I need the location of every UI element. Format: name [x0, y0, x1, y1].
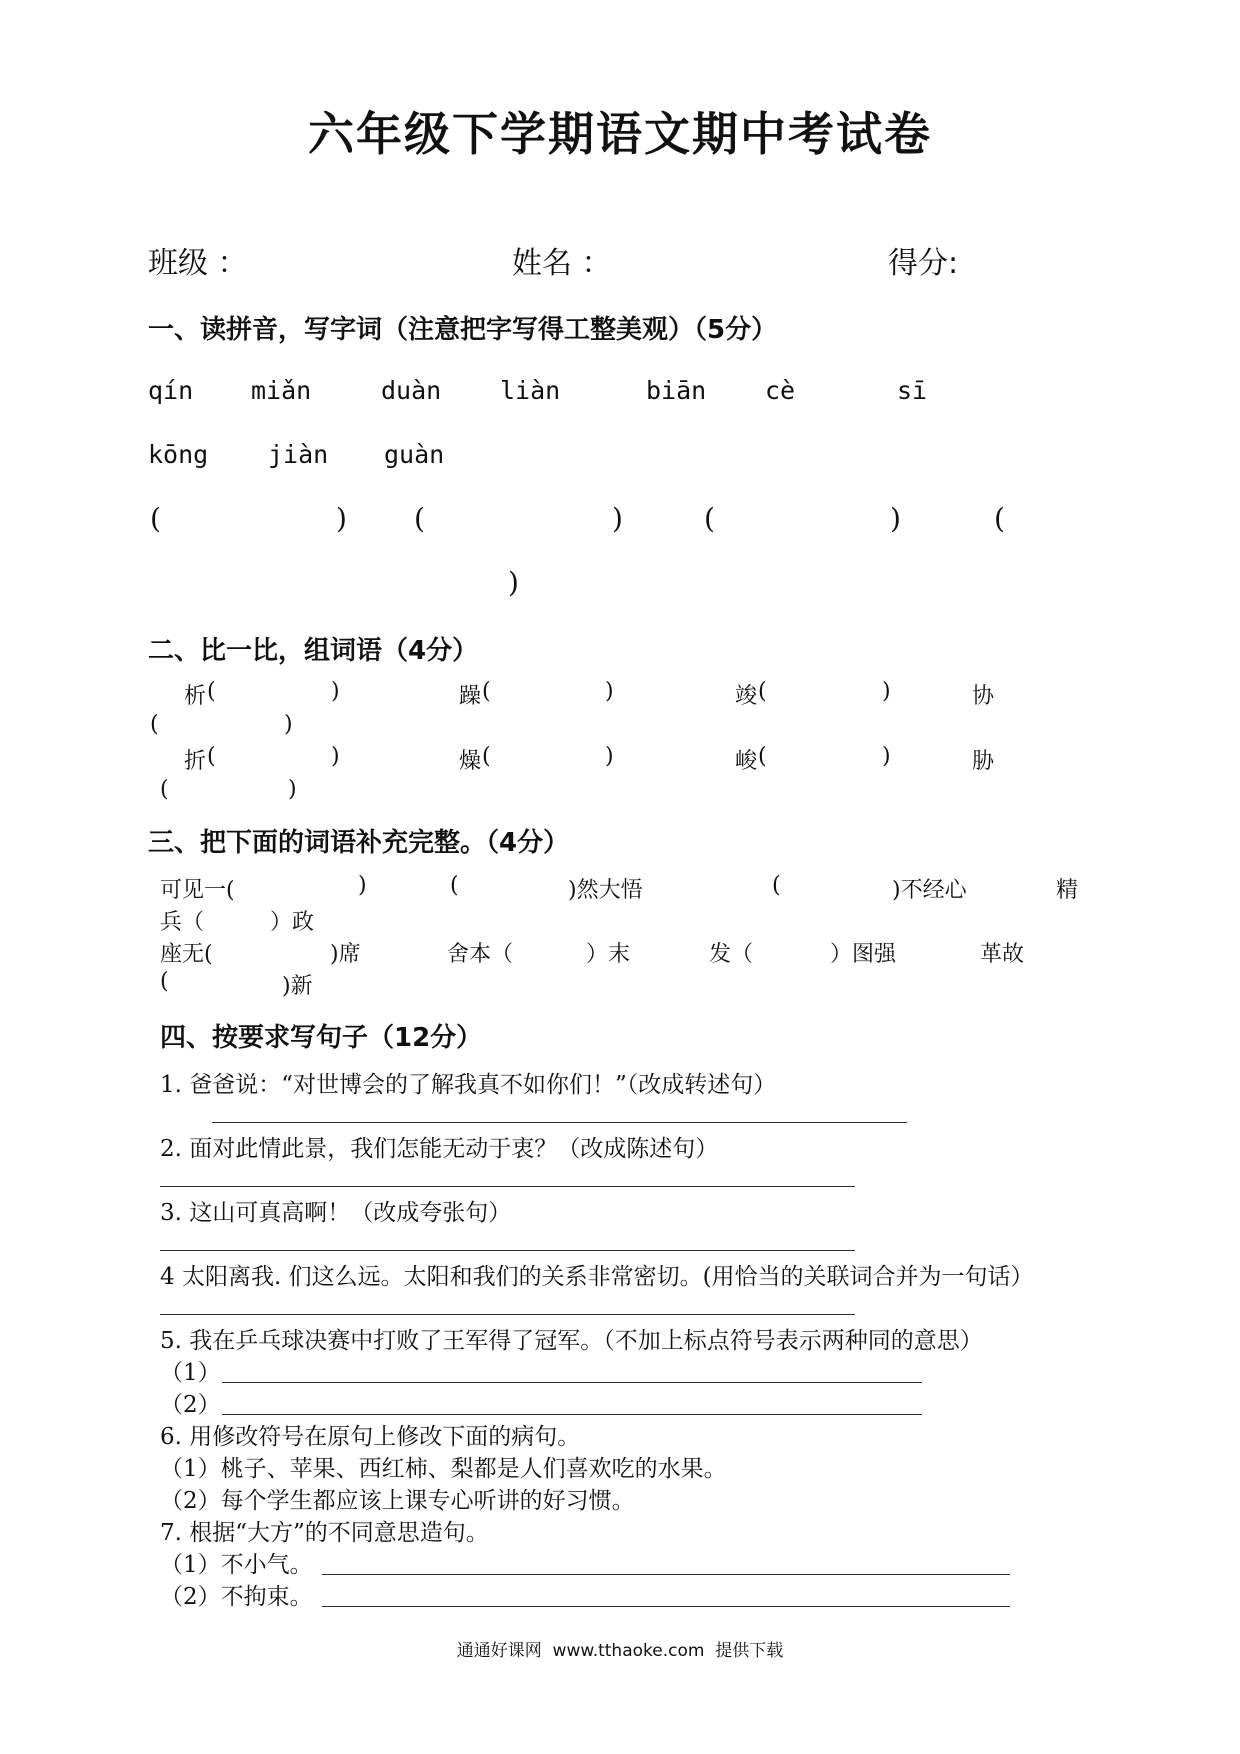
pinyin-item: cè	[765, 376, 796, 405]
page-title: 六年级下学期语文期中考试卷	[308, 107, 932, 161]
char-item: 峻	[735, 749, 758, 774]
pinyin-item: kōng	[148, 440, 209, 469]
question-2: 2. 面对此情此景，我们怎能无动于衷？（改成陈述句）	[160, 1136, 719, 1162]
idiom-fragment: 精	[1056, 878, 1079, 903]
section2-heading: 二、比一比，组词语（4分）	[148, 636, 479, 666]
question-7: 7. 根据“大方”的不同意思造句。	[160, 1520, 489, 1546]
answer-line-5-1[interactable]	[222, 1382, 922, 1383]
question-6-part-2: （2）每个学生都应该上课专心听讲的好习惯。	[160, 1488, 635, 1514]
paren-open: (	[704, 502, 715, 535]
char-item: 竣	[735, 684, 758, 709]
idiom-fragment: (	[160, 969, 169, 994]
question-6-part-1: （1）桃子、苹果、西红柿、梨都是人们喜欢吃的水果。	[160, 1456, 727, 1482]
section3-heading: 三、把下面的词语补充完整。（4分）	[148, 828, 570, 858]
char-item: 胁	[972, 749, 995, 774]
answer-line-2[interactable]	[160, 1186, 855, 1187]
idiom-fragment: )新	[282, 974, 313, 999]
answer-line-5-2[interactable]	[222, 1414, 922, 1415]
paren-close: )	[508, 566, 519, 599]
idiom-fragment: 可见一(	[160, 878, 235, 903]
score-label: 得分:	[888, 246, 959, 281]
class-label: 班级 ：	[148, 246, 248, 281]
pinyin-item: biān	[646, 376, 707, 405]
paren-open: (	[994, 502, 1005, 535]
char-item: 析	[184, 684, 207, 709]
question-1: 1. 爸爸说：“对世博会的了解我真不如你们！”（改成转述句）	[160, 1072, 777, 1098]
answer-line-7-2[interactable]	[322, 1606, 1010, 1607]
pinyin-item: miǎn	[251, 376, 312, 405]
pinyin-item: guàn	[384, 440, 445, 469]
idiom-fragment: 舍本（	[447, 942, 514, 967]
idiom-fragment: )席	[330, 942, 361, 967]
idiom-fragment: ）政	[270, 910, 315, 935]
answer-line-1[interactable]	[212, 1122, 907, 1123]
question-7-part-1: （1）不小气。	[160, 1552, 313, 1578]
answer-line-4[interactable]	[160, 1314, 855, 1315]
idiom-fragment: 革故	[980, 942, 1025, 967]
paren-close: )	[336, 502, 347, 535]
char-item: 躁	[459, 684, 482, 709]
question-5-part-1: （1）	[160, 1360, 221, 1386]
paren-close: )	[890, 502, 901, 535]
section1-heading: 一、读拼音，写字词（注意把字写得工整美观）（5分）	[148, 315, 778, 345]
idiom-fragment: (	[450, 873, 459, 898]
pinyin-item: jiàn	[268, 440, 329, 469]
footer-credit: 通通好课网 www.tthaoke.com 提供下载	[456, 1641, 784, 1661]
idiom-fragment: 兵（	[160, 910, 205, 935]
idiom-fragment: ）末	[586, 942, 631, 967]
question-6: 6. 用修改符号在原句上修改下面的病句。	[160, 1424, 581, 1450]
question-4: 4 太阳离我. 们这么远。太阳和我们的关系非常密切。(用恰当的关联词合并为一句话）	[160, 1264, 1034, 1290]
idiom-fragment: 发（	[709, 942, 754, 967]
char-item: 折	[184, 749, 207, 774]
name-label: 姓名 ：	[512, 246, 612, 281]
idiom-fragment: )不经心	[892, 878, 967, 903]
section4-heading: 四、按要求写句子（12分）	[160, 1023, 483, 1053]
char-item: 燥	[459, 749, 482, 774]
paren-open: (	[414, 502, 425, 535]
idiom-fragment: )然大悟	[568, 878, 643, 903]
char-item: 协	[972, 684, 995, 709]
idiom-fragment: )	[358, 873, 367, 898]
idiom-fragment: ）图强	[830, 942, 897, 967]
question-3: 3. 这山可真高啊！（改成夸张句）	[160, 1200, 512, 1226]
idiom-fragment: 座无(	[160, 942, 213, 967]
pinyin-item: qín	[148, 376, 194, 405]
paren-open: (	[150, 502, 161, 535]
answer-line-7-1[interactable]	[322, 1574, 1010, 1575]
pinyin-item: liàn	[500, 376, 561, 405]
question-7-part-2: （2）不拘束。	[160, 1584, 313, 1610]
question-5: 5. 我在乒乓球决赛中打败了王军得了冠军。（不加上标点符号表示两种同的意思）	[160, 1328, 983, 1354]
pinyin-item: duàn	[381, 376, 442, 405]
idiom-fragment: (	[772, 873, 781, 898]
answer-line-3[interactable]	[160, 1250, 855, 1251]
pinyin-item: sī	[897, 376, 928, 405]
paren-close: )	[612, 502, 623, 535]
question-5-part-2: （2）	[160, 1392, 221, 1418]
